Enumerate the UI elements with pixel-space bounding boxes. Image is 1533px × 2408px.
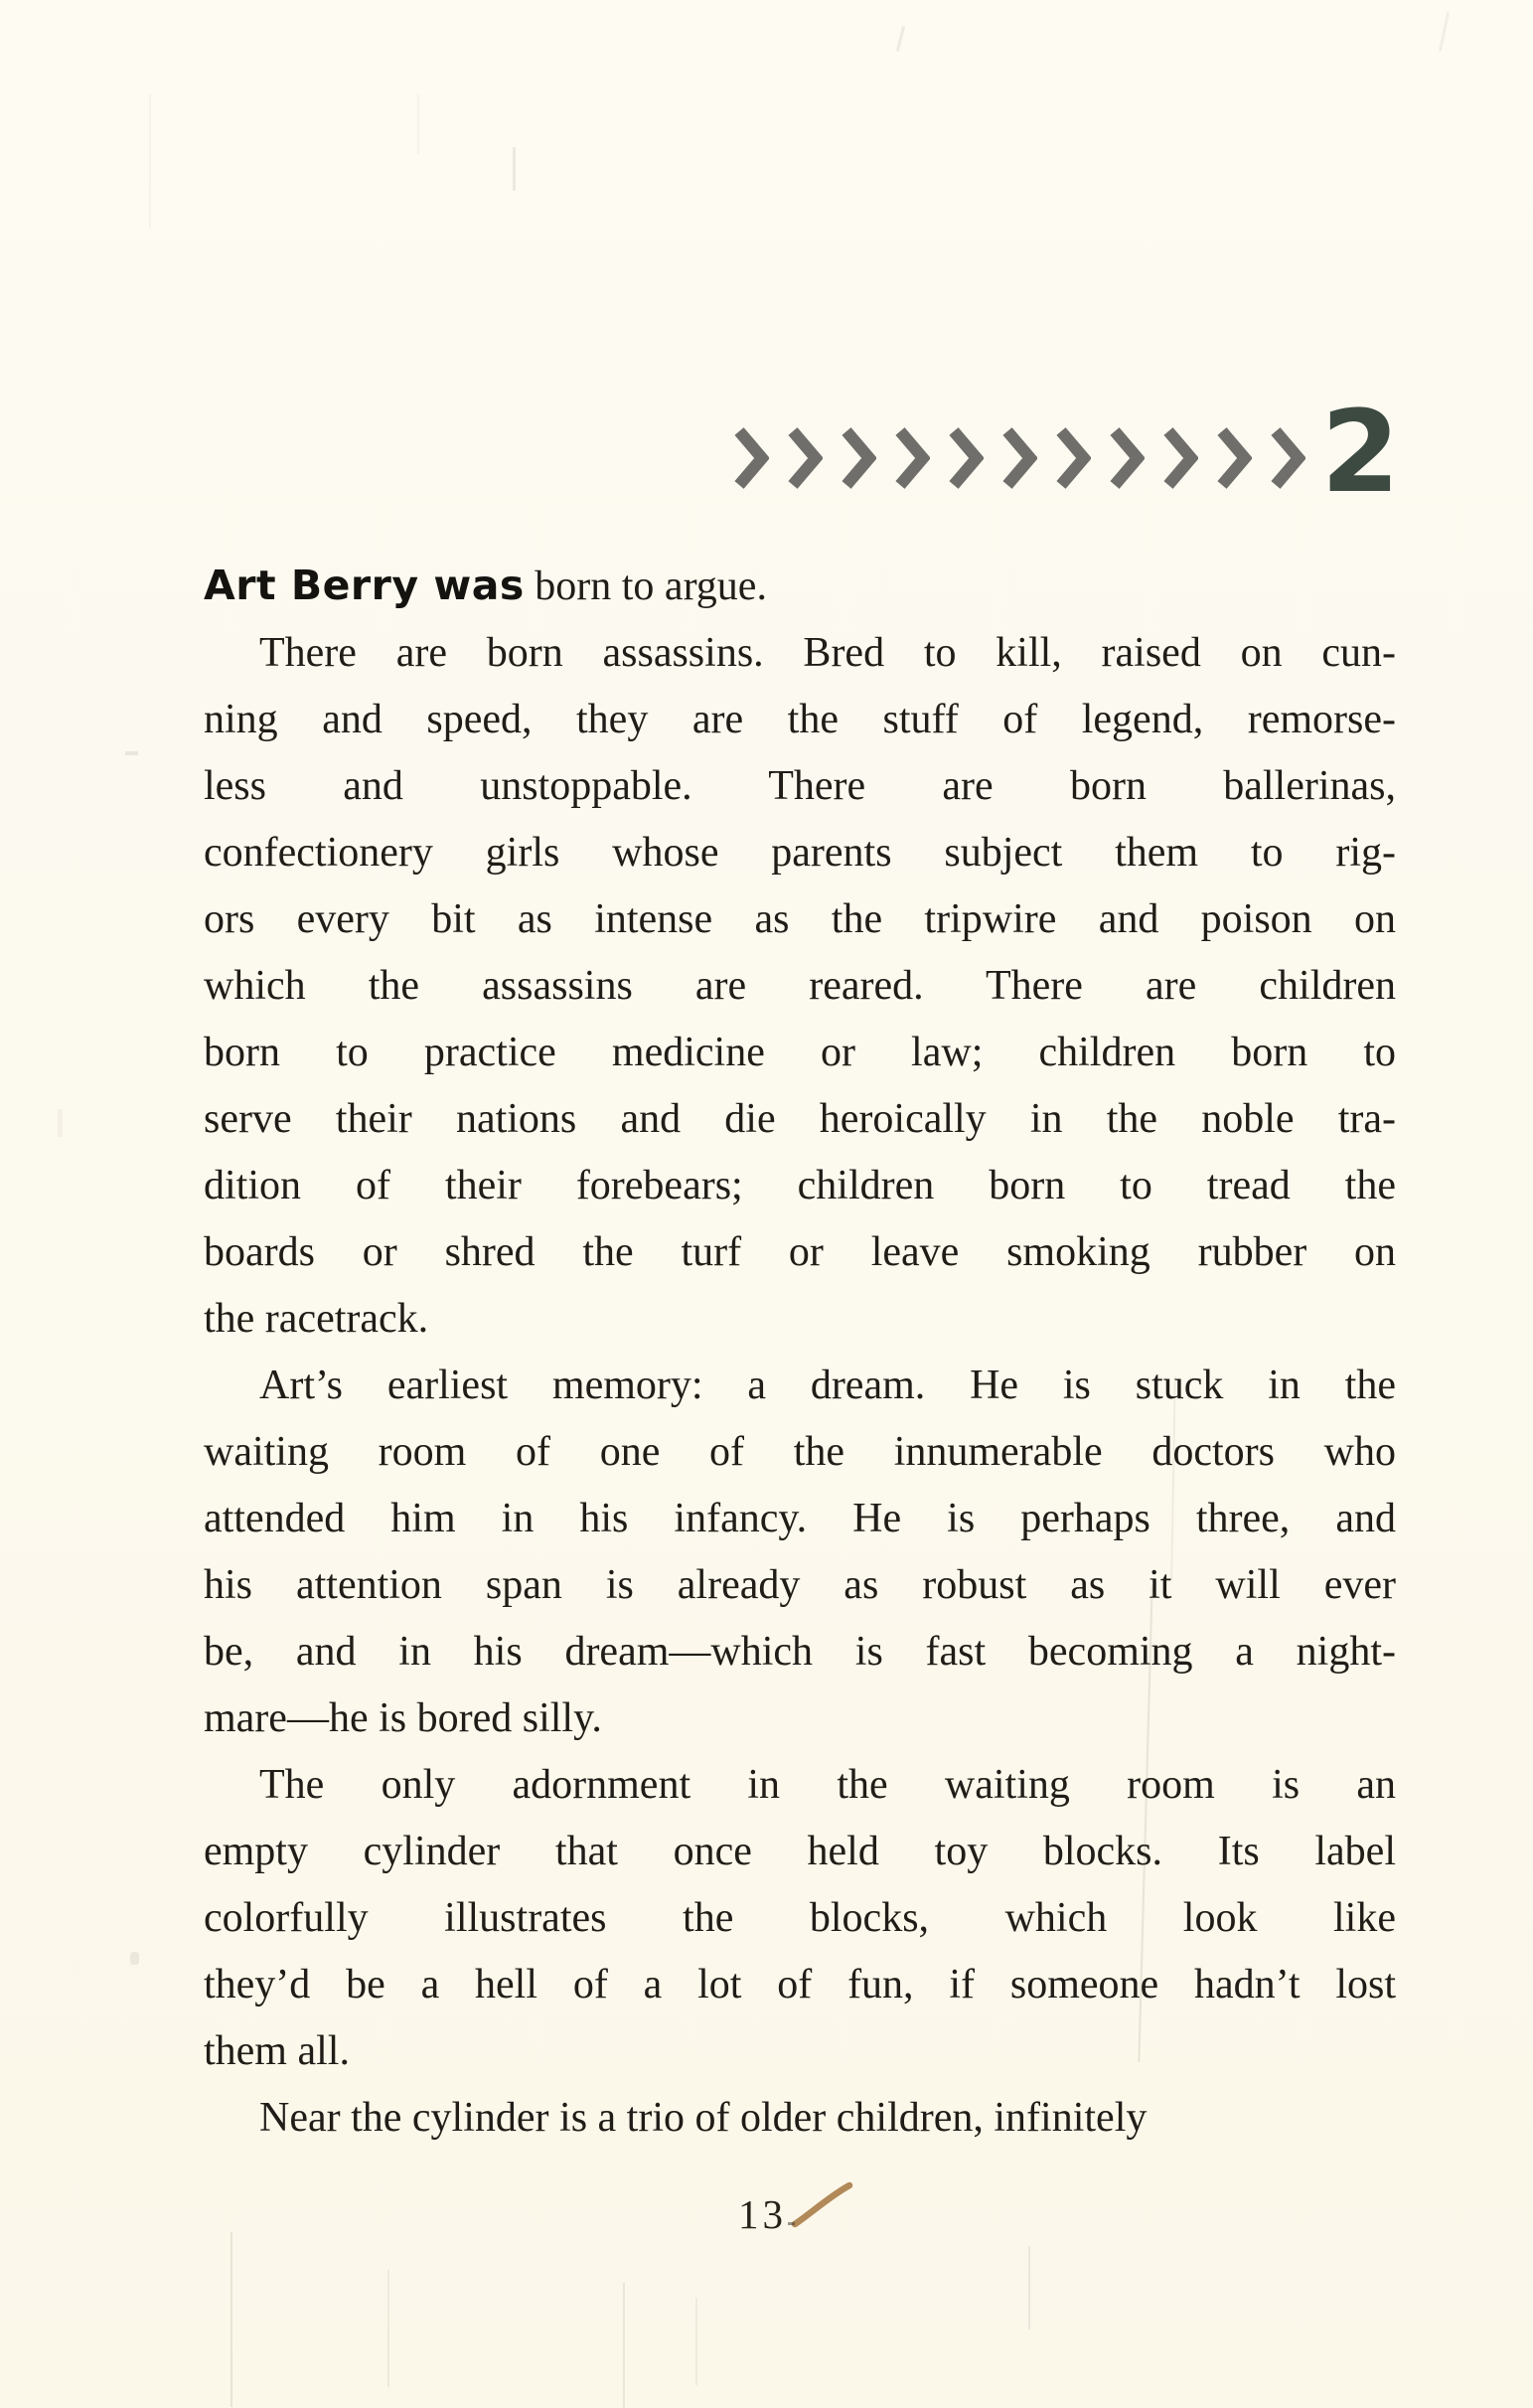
chevron-arrow-icon (1055, 425, 1091, 489)
chevron-arrow-icon (787, 425, 823, 489)
chevron-arrow-icon (1216, 425, 1252, 489)
scan-scratch (623, 2283, 625, 2408)
scan-scratch (695, 2298, 697, 2385)
paragraph (204, 620, 1396, 1353)
text-line: dition of their forebears; children born to tread the (204, 1163, 1396, 1208)
body-text (204, 553, 1396, 2152)
scan-speck (130, 1952, 139, 1965)
chevron-arrow-icon (841, 425, 876, 489)
text-line: less and unstoppable. There are born ballerinas, (204, 763, 1396, 809)
page-number: 13 (738, 2191, 787, 2237)
text-line: born to practice medicine or law; children born to (204, 1030, 1396, 1075)
scan-speck (58, 1109, 63, 1137)
chapter-arrow-icons (733, 425, 1305, 489)
text-line: which the assassins are reared. There are children (204, 963, 1396, 1009)
text-line: confectionery girls whose parents subject them to rig- (204, 830, 1396, 876)
scan-scratch (1028, 2246, 1030, 2329)
chevron-arrow-icon (1109, 425, 1145, 489)
text-line: The only adornment in the waiting room is an (259, 1762, 1396, 1808)
chapter-number: 2 (1320, 386, 1400, 518)
text-line: waiting room of one of the innumerable doctors who (204, 1429, 1396, 1475)
pen-scratch-mark (788, 2180, 857, 2232)
chevron-arrow-icon (894, 425, 930, 489)
scan-speck (513, 147, 516, 191)
scan-speck (125, 751, 138, 755)
scan-speck (1439, 12, 1450, 52)
scan-scratch (387, 2270, 389, 2387)
chapter-header (733, 386, 1400, 518)
text-line: be, and in his dream—which is fast becoming a night- (204, 1629, 1396, 1675)
chevron-arrow-icon (1001, 425, 1037, 489)
text-line: ors every bit as intense as the tripwire and poison on (204, 896, 1396, 942)
text-line: boards or shred the turf or leave smoking rubber on (204, 1229, 1396, 1275)
text-line: There are born assassins. Bred to kill, raised on cun- (259, 630, 1396, 676)
scan-crease (417, 94, 419, 154)
text-line: them all. (204, 2028, 350, 2074)
paragraph (204, 2085, 1396, 2152)
opening-paragraph (204, 553, 1396, 620)
text-line (204, 553, 1396, 620)
text-line: Art’s earliest memory: a dream. He is stuck in the (259, 1363, 1396, 1408)
paragraph (204, 1353, 1396, 1752)
text-line: mare—he is bored silly. (204, 1695, 602, 1741)
text-line: they’d be a hell of a lot of fun, if someone hadn’t lost (204, 1962, 1396, 2007)
paragraph (204, 1752, 1396, 2085)
text-line: ning and speed, they are the stuff of legend, remorse- (204, 697, 1396, 742)
chevron-arrow-icon (1270, 425, 1305, 489)
text-line: the racetrack. (204, 1296, 429, 1342)
text-line: Near the cylinder is a trio of older children, infinitely (259, 2095, 1148, 2141)
chevron-arrow-icon (1162, 425, 1198, 489)
text-line: serve their nations and die heroically in the noble tra- (204, 1096, 1396, 1142)
chevron-arrow-icon (948, 425, 984, 489)
scan-scratch (230, 2232, 232, 2407)
text-line: empty cylinder that once held toy blocks. Its label (204, 1829, 1396, 1874)
lead-in-bold: Art Berry was (204, 562, 525, 609)
lead-in-rest: born to argue. (524, 563, 767, 609)
text-line: colorfully illustrates the blocks, which look like (204, 1895, 1396, 1941)
chevron-arrow-icon (733, 425, 769, 489)
scan-crease (149, 94, 151, 229)
scan-speck (896, 26, 905, 52)
text-line: his attention span is already as robust as it will ever (204, 1562, 1396, 1608)
text-line: attended him in his infancy. He is perhaps three, and (204, 1496, 1396, 1541)
